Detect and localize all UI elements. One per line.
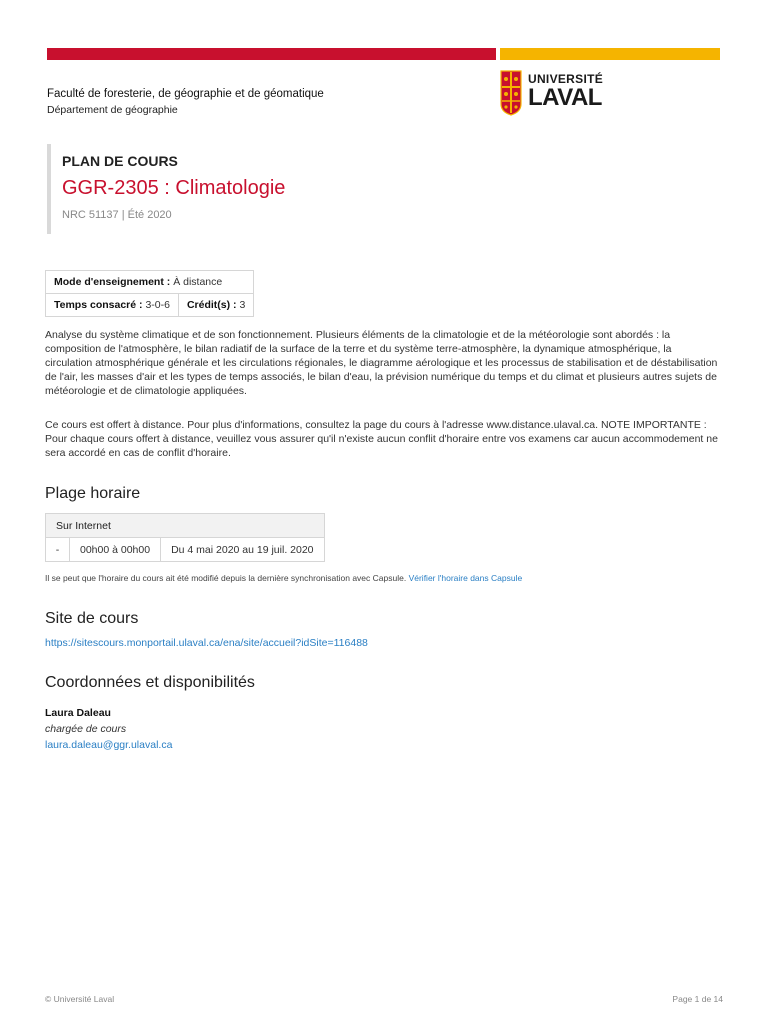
contact-name: Laura Daleau [45, 707, 111, 719]
contact-role: chargée de cours [45, 723, 127, 735]
mode-cell [46, 271, 254, 294]
course-plan-header [47, 144, 447, 234]
distance-note: Ce cours est offert à distance. Pour plus d'informations, consultez la page du cours à l'adresse www.distance.ulaval.ca. NOTE IMPORTANTE : Pour chaque cours offert à distance, veuillez vous assurer qu'il n'existe aucun conflit d'horaire entre vos examens car aucun accommodement ne sera accordé en cas de conflit d'horaire. [45, 419, 718, 459]
logo-line-laval: LAVAL [528, 84, 602, 111]
time-value: 3-0-6 [145, 299, 170, 311]
contact-heading: Coordonnées et disponibilités [45, 674, 255, 691]
credit-cell [178, 294, 253, 317]
department-name: Département de géographie [47, 104, 178, 116]
table-row [46, 538, 325, 562]
footer-copyright: © Université Laval [45, 994, 115, 1004]
footer-page-number: Page 1 de 14 [672, 994, 723, 1004]
time-cell [46, 294, 179, 317]
schedule-table [45, 513, 325, 562]
plan-label: PLAN DE COURS [62, 153, 178, 169]
schedule-hours: 00h00 à 00h00 [70, 538, 161, 562]
site-heading: Site de cours [45, 610, 139, 627]
info-row [46, 271, 254, 294]
schedule-day: - [46, 538, 70, 562]
credit-value: 3 [239, 299, 246, 311]
schedule-note [45, 573, 522, 583]
course-info-table [45, 270, 254, 317]
schedule-note-text: Il se peut que l'horaire du cours ait été modifié depuis la dernière synchronisation avec Capsule. [45, 573, 407, 583]
schedule-group-row [46, 514, 325, 538]
course-description: Analyse du système climatique et de son fonctionnement. Plusieurs éléments de la climatologie et de la météorologie sont abordés : la composition de l'atmosphère, le bilan radiatif de la surface de la terre et du système terre-atmosphère, la dynamique atmosphérique, la circulation atmosphérique générale et les circulations régionales, le diagramme aérologique et les processus de stabilisation et de déstabilisation de l'air, les masses d'air et les types de temps associés, le bilan d'eau, la prévision numérique du temps et du climat et plusieurs autres sujets de météorologie et de climatologie appliquées. [45, 329, 718, 397]
logo-line-universite: UNIVERSITÉ [528, 72, 604, 86]
logo-wordmark [528, 73, 603, 110]
schedule-group: Sur Internet [46, 514, 325, 538]
course-title: GGR-2305 : Climatologie [62, 177, 286, 199]
course-site-link[interactable]: https://sitescours.monportail.ulaval.ca/ena/site/accueil?idSite=116488 [45, 637, 368, 649]
course-meta: NRC 51137 | Été 2020 [62, 209, 172, 221]
contact-email-link[interactable]: laura.daleau@ggr.ulaval.ca [45, 739, 173, 751]
verify-schedule-link[interactable]: Vérifier l'horaire dans Capsule [408, 573, 523, 583]
shield-logo-icon [500, 70, 522, 116]
info-row [46, 294, 254, 317]
university-logo [500, 70, 603, 116]
faculty-block [47, 86, 324, 118]
contact-card [45, 705, 172, 753]
credit-label: Crédit(s) : [186, 299, 237, 311]
schedule-heading: Plage horaire [45, 485, 141, 502]
schedule-dates: Du 4 mai 2020 au 19 juil. 2020 [161, 538, 324, 562]
mode-label: Mode d'enseignement : [54, 276, 171, 288]
time-label: Temps consacré : [54, 299, 143, 311]
header-color-bar [47, 48, 720, 60]
faculty-name: Faculté de foresterie, de géographie et de géomatique [47, 88, 324, 100]
mode-value: À distance [173, 276, 223, 288]
red-bar [47, 48, 496, 60]
gold-bar [500, 48, 720, 60]
